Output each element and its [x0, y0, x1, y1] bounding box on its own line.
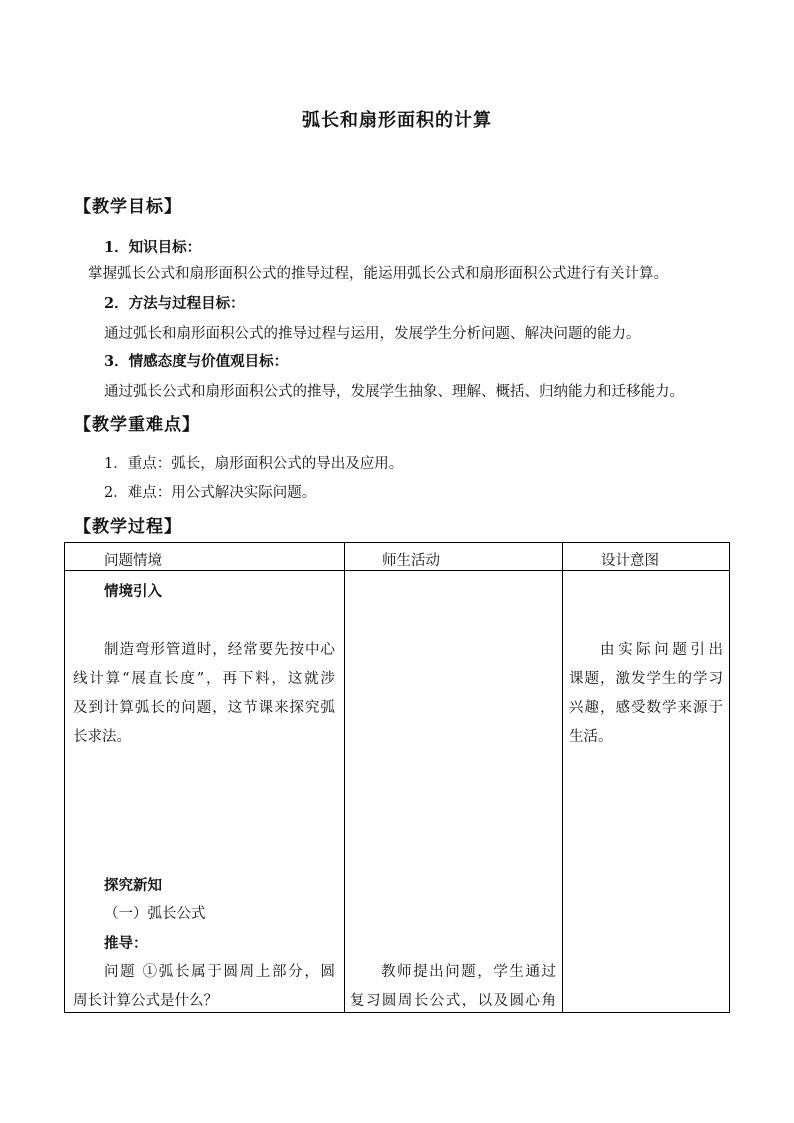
table-header-problem: 问题情境: [104, 553, 162, 569]
process-table: [64, 542, 730, 1013]
activity-line: 教师提出问题，学生通过: [381, 964, 556, 980]
intent-line: 生活。: [569, 729, 613, 745]
activity-line: 复习圆周长公式，以及圆心角: [350, 993, 556, 1009]
explore-title: 探究新知: [104, 877, 162, 894]
section-heading-process: 【教学过程】: [74, 517, 182, 537]
intro-line: 长求法。: [73, 729, 131, 745]
question-line: 周长计算公式是什么？: [73, 993, 218, 1009]
sub-title: （一）弧长公式: [104, 906, 206, 922]
key-point-item: 1．重点：弧长，扇形面积公式的导出及应用。: [104, 456, 404, 472]
table-divider: [344, 543, 345, 1012]
objective-text: 掌握弧长公式和扇形面积公式的推导过程，能运用弧长公式和扇形面积公式进行有关计算。: [88, 266, 668, 282]
objective-label: 3．情感态度与价值观目标：: [104, 353, 289, 370]
key-point-item: 2．难点：用公式解决实际问题。: [104, 485, 317, 501]
intro-line: 线计算“展直长度”，再下料，这就涉: [73, 671, 335, 687]
intent-line: 兴趣，感受数学来源于: [569, 700, 723, 716]
table-divider: [562, 543, 563, 1012]
section-heading-key-points: 【教学重难点】: [74, 415, 200, 435]
table-header-activity: 师生活动: [382, 553, 440, 569]
intro-paragraph: [73, 636, 335, 752]
page-title: 弧长和扇形面积的计算: [302, 110, 492, 131]
intro-line: 制造弯形管道时，经常要先按中心: [104, 642, 335, 658]
intro-line: 及到计算弧长的问题，这节课来探究弧: [73, 700, 335, 716]
intent-line: 由实际问题引出: [600, 642, 723, 658]
intro-title: 情境引入: [104, 583, 162, 600]
objective-text: 通过弧长公式和扇形面积公式的推导，发展学生抽象、理解、概括、归纳能力和迁移能力。: [104, 384, 684, 400]
question-line: 问题 ①弧长属于圆周上部分，圆: [104, 964, 335, 980]
section-heading-objectives: 【教学目标】: [74, 197, 182, 217]
objective-text: 通过弧长和扇形面积公式的推导过程与运用，发展学生分析问题、解决问题的能力。: [104, 326, 641, 342]
intent-line: 课题，激发学生的学习: [569, 671, 723, 687]
derive-label: 推导：: [104, 935, 148, 952]
objective-label: 2．方法与过程目标：: [104, 295, 245, 312]
intent-paragraph: [569, 636, 723, 752]
question-paragraph: [73, 958, 335, 1016]
table-header-intent: 设计意图: [601, 553, 659, 569]
activity-paragraph: [350, 958, 556, 1016]
objective-label: 1．知识目标：: [104, 239, 202, 256]
